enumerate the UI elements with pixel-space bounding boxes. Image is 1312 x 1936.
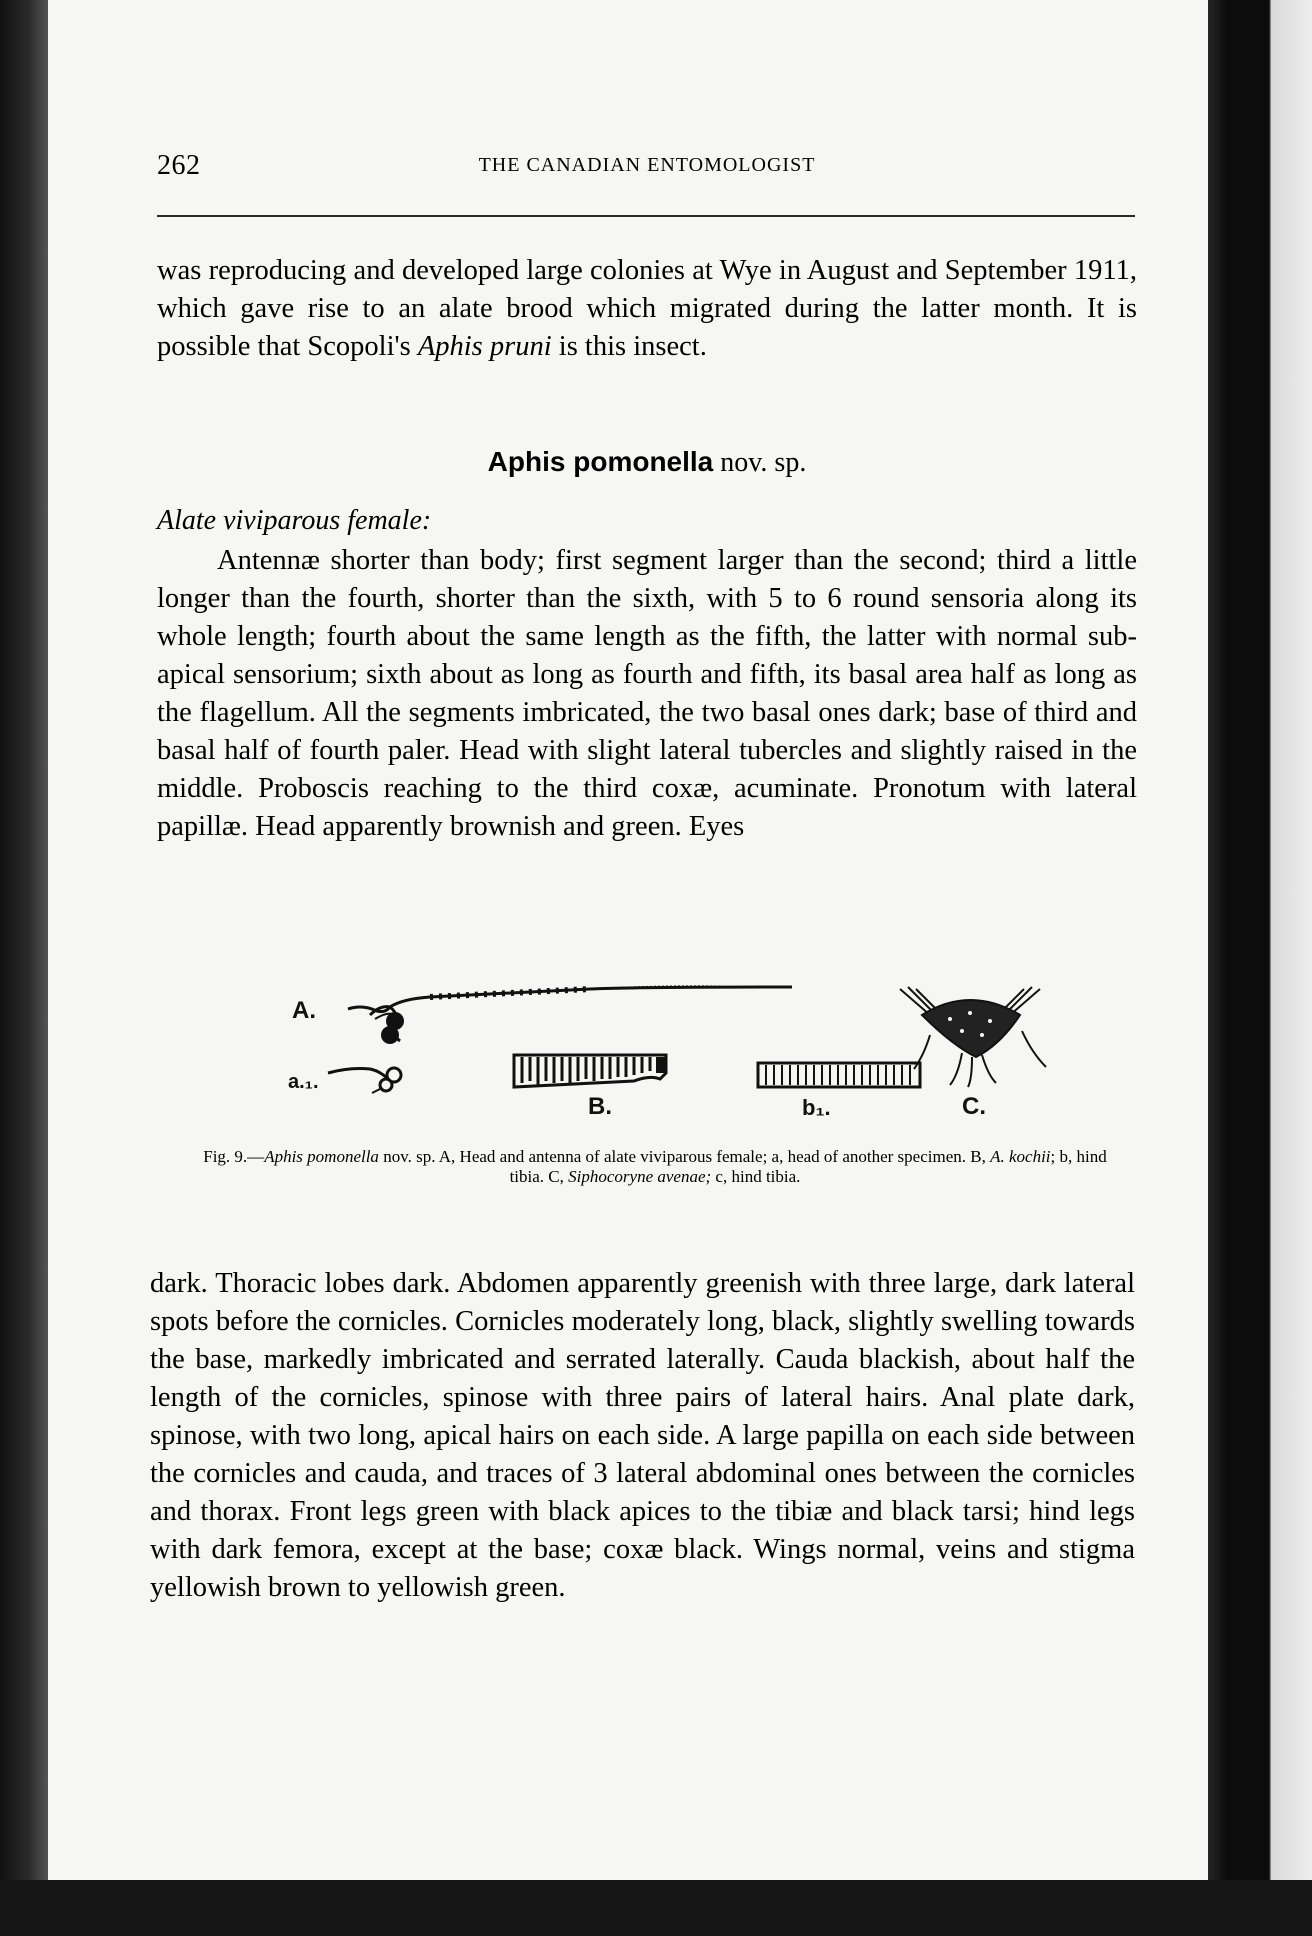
species-heading-suffix: nov. sp. xyxy=(713,447,807,478)
species-name-italic: Aphis pruni xyxy=(417,331,552,362)
caption-part-4: c, hind tibia. xyxy=(711,1167,801,1186)
header-rule xyxy=(157,215,1135,217)
figure-illustration xyxy=(210,975,1070,1125)
scan-border-right xyxy=(1205,0,1312,1936)
caption-part-2: nov. sp. A, Head and antenna of alate viviparous female; a, head of another specimen. B, xyxy=(378,1147,991,1166)
page-header xyxy=(157,150,1137,190)
paragraph-3: dark. Thoracic lobes dark. Abdomen apparently greenish with three large, dark lateral spots before the cornicles. Cornicles moderately long, black, slightly swelling towards the base, markedly imbricated and serrated laterally. Cauda blackish, about half the length of the cornicles, spinose with three pairs of lateral hairs. Anal plate dark, spinose, with two long, apical hairs on each side. A large papilla on each side between the cornicles and cauda, and traces of 3 lateral abdominal ones between the cornicles and thorax. Front legs green with black apices to the tibiæ and black tarsi; hind legs with dark femora, except at the base; coxæ black. Wings normal, veins and stigma yellowish brown to yellowish green. xyxy=(150,1268,1135,1603)
fig-a-head-antenna xyxy=(348,986,792,1044)
fig-label-b1: b₁. xyxy=(802,1095,831,1120)
caption-prefix: Fig. 9.— xyxy=(203,1147,265,1166)
fig-label-a1: a.₁. xyxy=(288,1071,319,1093)
figure-caption xyxy=(185,1147,1125,1187)
fig-label-c: C. xyxy=(962,1093,986,1120)
paragraph-1 xyxy=(157,252,1137,366)
caption-part-3: ; b, hind tibia. C, xyxy=(509,1147,1107,1186)
paragraph-1-tail: is this insect. xyxy=(551,331,707,362)
fig-c-cauda xyxy=(900,987,1046,1087)
fig-b-hind-tibia xyxy=(514,1055,666,1087)
scan-border-left xyxy=(0,0,48,1936)
running-head: THE CANADIAN ENTOMOLOGIST xyxy=(478,154,816,176)
fig-b1-hind-tibia xyxy=(758,1063,920,1087)
paragraph-1-text: was reproducing and developed large colonies at Wye in August and September 1911, which gave rise to an alate brood which migrated during the latter month. It is possible that Scopoli's xyxy=(157,255,1137,362)
species-heading-name: Aphis pomonella xyxy=(487,446,714,477)
fig-label-b: B. xyxy=(588,1093,612,1120)
figure-9 xyxy=(210,975,1070,1125)
caption-italic-3: Siphocoryne avenae; xyxy=(568,1167,712,1186)
species-heading xyxy=(157,446,1137,479)
fig-a1-head xyxy=(328,1068,401,1093)
fig-label-a: A. xyxy=(292,997,316,1024)
paragraph-2: Antennæ shorter than body; first segment larger than the second; third a little longer than the fourth, shorter than the sixth, with 5 to 6 round sensoria along its whole length; fourth about the same length as the fifth, the latter with normal sub-apical sensorium; sixth about as long as fourth and fifth, its basal area half as long as the flagellum. All the segments imbricated, the two basal ones dark; base of third and basal half of fourth paler. Head with slight lateral tubercles and slightly raised in the middle. Proboscis reaching to the third coxæ, acuminate. Pronotum with lateral papillæ. Head apparently brownish and green. Eyes xyxy=(157,545,1137,842)
page-number: 262 xyxy=(157,150,201,181)
caption-italic-1: Aphis pomonella xyxy=(264,1147,379,1166)
caption-italic-2: A. kochii xyxy=(990,1147,1051,1166)
scan-border-bottom xyxy=(0,1880,1312,1936)
subheading: Alate viviparous female: xyxy=(157,505,432,536)
